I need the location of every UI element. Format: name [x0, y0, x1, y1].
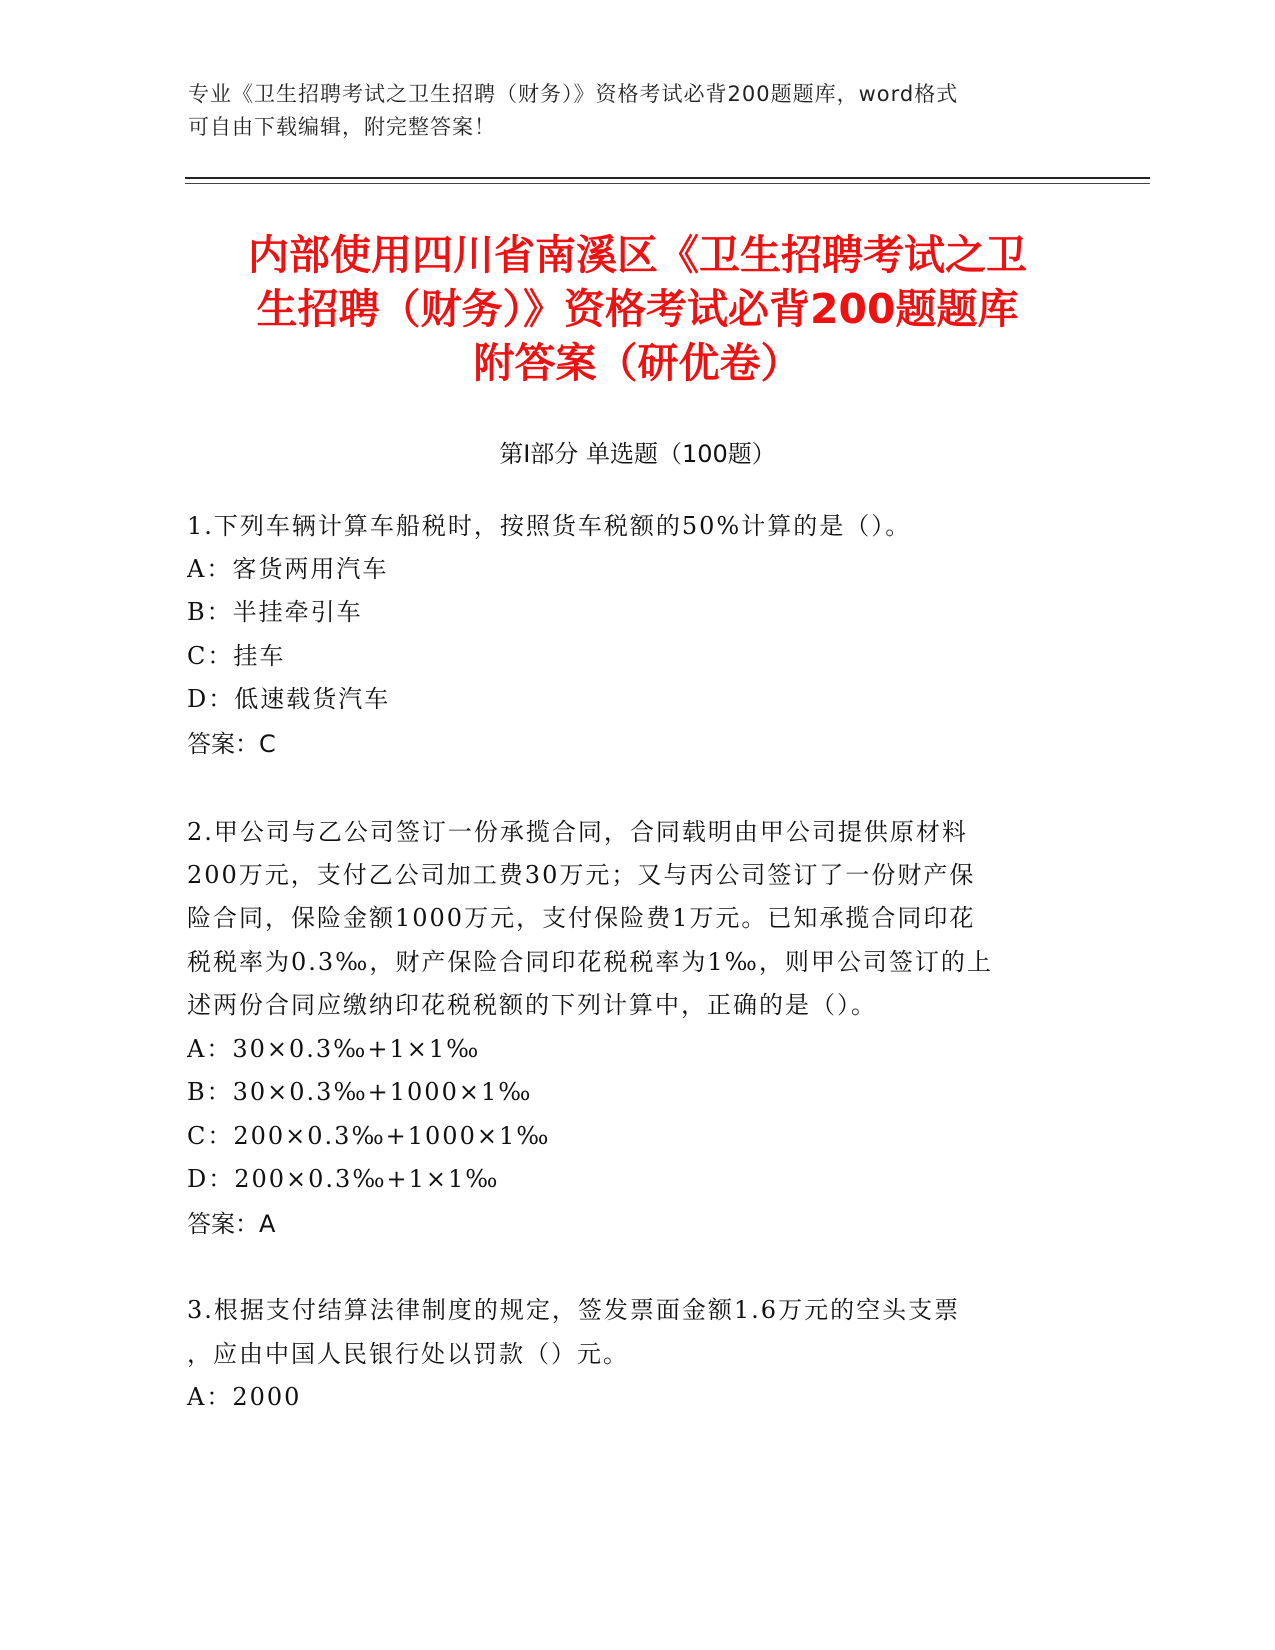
question-2-option-c: C：200×0.3‰+1000×1‰ — [187, 1122, 551, 1150]
question-3-stem-line-2: ，应由中国人民银行处以罚款（）元。 — [187, 1340, 629, 1368]
question-2-stem-line-4: 税税率为0.3‰，财产保险合同印花税税率为1‰，则甲公司签订的上 — [187, 948, 993, 976]
question-2-stem-line-5: 述两份合同应缴纳印花税税额的下列计算中，正确的是（）。 — [187, 991, 877, 1019]
question-2-stem-line-2: 200万元，支付乙公司加工费30万元；又与丙公司签订了一份财产保 — [187, 861, 976, 889]
question-2-option-b: B：30×0.3‰+1000×1‰ — [187, 1078, 533, 1106]
question-3-stem-line-1: 3.根据支付结算法律制度的规定，签发票面金额1.6万元的空头支票 — [187, 1296, 961, 1324]
document-title-line-3: 附答案（研优卷） — [473, 339, 802, 387]
question-2-stem-line-3: 险合同，保险金额1000万元，支付保险费1万元。已知承揽合同印花 — [187, 904, 976, 932]
question-3-option-a: A：2000 — [187, 1383, 302, 1411]
question-2-stem-line-1: 2.甲公司与乙公司签订一份承揽合同，合同载明由甲公司提供原材料 — [187, 818, 968, 846]
question-2-answer: 答案：A — [187, 1210, 276, 1238]
question-1-option-d: D：低速载货汽车 — [187, 685, 391, 713]
header-rule-thin — [185, 183, 1150, 184]
document-title — [150, 228, 1125, 390]
question-1-option-b: B：半挂牵引车 — [187, 598, 363, 626]
question-1-option-c: C：挂车 — [187, 642, 286, 670]
document-title-line-2: 生招聘（财务）》资格考试必背200题题库 — [256, 285, 1019, 333]
question-2-option-a: A：30×0.3‰+1×1‰ — [187, 1035, 481, 1063]
question-1-stem: 1.下列车辆计算车船税时，按照货车税额的50%计算的是（）。 — [187, 512, 912, 540]
header-rule-thick — [185, 177, 1150, 179]
question-1-answer: 答案：C — [187, 730, 276, 758]
header-note-line-1: 专业《卫生招聘考试之卫生招聘（财务）》资格考试必背200题题库，word格式 — [188, 82, 959, 106]
question-2-option-d: D：200×0.3‰+1×1‰ — [187, 1165, 500, 1193]
section-title: 第Ⅰ部分 单选题（100题） — [499, 440, 776, 468]
header-note — [188, 78, 1068, 144]
header-note-line-2: 可自由下载编辑，附完整答案！ — [188, 115, 496, 139]
question-1-option-a: A：客货两用汽车 — [187, 555, 389, 583]
document-title-line-1: 内部使用四川省南溪区《卫生招聘考试之卫 — [248, 231, 1027, 279]
